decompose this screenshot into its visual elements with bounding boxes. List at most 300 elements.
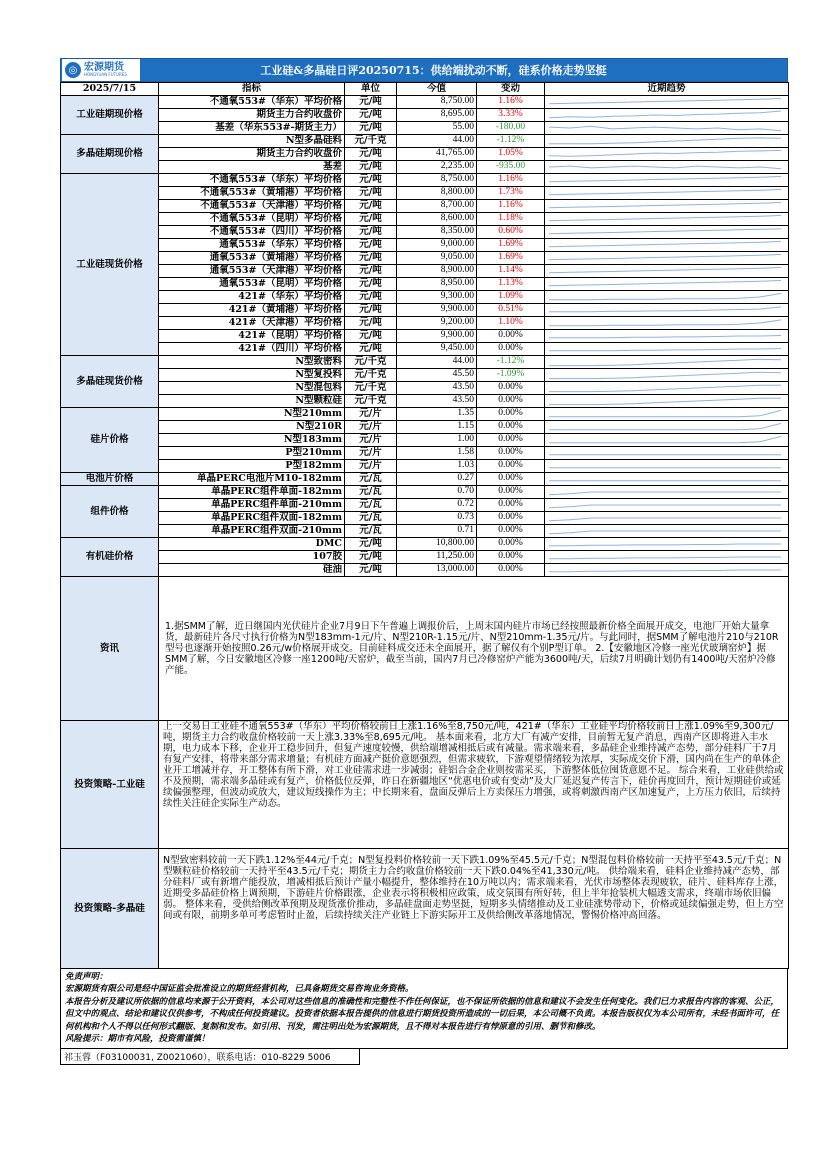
unit-cell: 元/吨 [345, 186, 397, 199]
change-cell: 1.69% [477, 238, 545, 251]
value-cell: 10,800.00 [397, 537, 477, 550]
change-cell: 3.33% [477, 108, 545, 121]
sparkline-cell [545, 446, 789, 459]
table-row [61, 368, 789, 381]
sparkline-chart [545, 369, 787, 381]
unit-cell: 元/吨 [345, 147, 397, 160]
sparkline-cell [545, 485, 789, 498]
sparkline-chart [545, 382, 787, 394]
change-cell: 0.00% [477, 407, 545, 420]
table-row [61, 511, 789, 524]
category-cell: 有机硅价格 [61, 537, 159, 576]
sparkline-cell [545, 433, 789, 446]
change-cell: 0.00% [477, 342, 545, 355]
sparkline-cell [545, 277, 789, 290]
sparkline-chart [545, 174, 787, 186]
sparkline-chart [545, 213, 787, 225]
table-row [61, 264, 789, 277]
value-header: 今值 [397, 83, 477, 96]
indicator-cell: 基差 [159, 160, 345, 173]
table-row [61, 173, 789, 186]
strategy-poly-row [61, 848, 789, 968]
unit-cell: 元/吨 [345, 277, 397, 290]
unit-cell: 元/吨 [345, 316, 397, 329]
change-cell: 0.00% [477, 511, 545, 524]
sparkline-cell [545, 342, 789, 355]
change-cell: 0.00% [477, 394, 545, 407]
sparkline-cell [545, 303, 789, 316]
value-cell: 0.73 [397, 511, 477, 524]
change-cell: 1.05% [477, 147, 545, 160]
indicator-cell: 基差（华东553#-期货主力） [159, 121, 345, 134]
sparkline-chart [545, 343, 787, 355]
table-row [61, 225, 789, 238]
change-cell: 1.16% [477, 95, 545, 108]
change-cell: 1.16% [477, 199, 545, 212]
change-cell: 0.00% [477, 329, 545, 342]
indicator-cell: N型颗粒硅 [159, 394, 345, 407]
value-cell: 0.27 [397, 472, 477, 485]
unit-cell: 元/吨 [345, 225, 397, 238]
change-cell: 1.69% [477, 251, 545, 264]
sparkline-cell [545, 173, 789, 186]
sparkline-line [549, 410, 781, 416]
sparkline-cell [545, 550, 789, 563]
sparkline-chart [545, 317, 787, 329]
value-cell: 8,695.00 [397, 108, 477, 121]
table-row [61, 394, 789, 407]
value-cell: 0.71 [397, 524, 477, 537]
change-cell: 1.10% [477, 316, 545, 329]
sparkline-line [549, 372, 781, 378]
change-cell: 0.00% [477, 472, 545, 485]
sparkline-cell [545, 563, 789, 576]
sparkline-line [549, 570, 781, 572]
indicator-cell: 421#（黄埔港）平均价格 [159, 303, 345, 316]
sparkline-chart [545, 486, 787, 498]
table-row [61, 485, 789, 498]
sparkline-chart [545, 447, 787, 459]
value-cell: 8,800.00 [397, 186, 477, 199]
table-row [61, 446, 789, 459]
sparkline-cell [545, 160, 789, 173]
indicator-cell: 硅油 [159, 563, 345, 576]
unit-cell: 元/吨 [345, 550, 397, 563]
strategy-si-text: 上一交易日工业硅不通氧553#（华东）平均价格较前日上涨1.16%至8,750元/吨，421#（华东）工业硅平均价格较前日上涨1.09%至9,300元/吨，期货主力合约收盘价格较前一天上涨3.33%至8,695元/吨。 基本面来看，北方大厂有减产安排，目前暂无复产消息，西南产区即将进入丰水期，电力成本下移，企业开工稳步回升，但复产速度较慢，供给端增减相抵后或有减量。需求端来看，多晶硅企业维持减产态势，部分硅料厂于7月有复产安排，将带来部分需求增量；有机硅方面减产挺价意愿强烈，但需求疲软，下游观望情绪较为浓厚，实际成交价下滑，国内尚在生产的单体企业开工增减并存，开工整体有所下滑，对工业硅需求进一步减弱；硅铝合金企业则按需采买，下游整体低位囤货意愿不足。 综合来看，工业硅供给或不及预期，需求端多晶硅或有复产，价格低位反弹，昨日在新疆地区“优惠电价或有变动”及大厂延迟复产传言下，硅价再度回升，预计短期硅价或延续偏强整理，但波动或放大，建议短线操作为主；中长期来看，盘面反弹后上方卖保压力增强，或将刺激西南产区加速复产，上方压力依旧，后续持续性关注硅企实际生产动态。 [159, 720, 789, 848]
change-cell: 0.00% [477, 459, 545, 472]
indicator-cell: 不通氧553#（天津港）平均价格 [159, 199, 345, 212]
value-cell: 9,200.00 [397, 316, 477, 329]
value-cell: 43.50 [397, 394, 477, 407]
table-row [61, 121, 789, 134]
indicator-cell: 期货主力合约收盘价 [159, 108, 345, 121]
sparkline-line [549, 306, 781, 311]
change-cell: 0.00% [477, 563, 545, 576]
sparkline-cell [545, 147, 789, 160]
sparkline-line [549, 359, 781, 365]
value-cell: 1.58 [397, 446, 477, 459]
indicator-cell: 421#（昆明）平均价格 [159, 329, 345, 342]
value-cell: 43.50 [397, 381, 477, 394]
indicator-cell: N型复投料 [159, 368, 345, 381]
table-row [61, 550, 789, 563]
value-cell: 45.50 [397, 368, 477, 381]
indicator-cell: 不通氧553#（昆明）平均价格 [159, 212, 345, 225]
sparkline-chart [545, 200, 787, 212]
report-title: 工业硅&多晶硅日评20250715：供给端扰动不断，硅系价格走势坚挺 [260, 64, 607, 77]
change-cell: 0.00% [477, 524, 545, 537]
sparkline-chart [545, 330, 787, 342]
indicator-cell: 421#（天津港）平均价格 [159, 316, 345, 329]
sparkline-line [549, 398, 781, 404]
analyst-contact: 祁玉蓉（F03100031, Z0021060），联系电话：010-8229 5006 [60, 1049, 360, 1065]
indicator-cell: 期货主力合约收盘价 [159, 147, 345, 160]
sparkline-cell [545, 290, 789, 303]
value-cell: 9,300.00 [397, 290, 477, 303]
value-cell: 1.03 [397, 459, 477, 472]
sparkline-chart [545, 421, 787, 433]
sparkline-line [549, 202, 781, 207]
sparkline-line [549, 137, 781, 143]
unit-cell: 元/吨 [345, 173, 397, 186]
indicator-cell: 单晶PERC组件单面-182mm [159, 485, 345, 498]
unit-cell: 元/吨 [345, 251, 397, 264]
sparkline-chart [545, 239, 787, 251]
sparkline-line [549, 215, 781, 220]
value-cell: 8,600.00 [397, 212, 477, 225]
change-cell: 1.13% [477, 277, 545, 290]
sparkline-line [549, 176, 781, 181]
indicator-cell: N型210R [159, 420, 345, 433]
unit-cell: 元/千克 [345, 394, 397, 407]
sparkline-chart [545, 538, 787, 550]
sparkline-chart [545, 434, 787, 446]
sparkline-cell [545, 537, 789, 550]
sparkline-line [549, 254, 781, 259]
change-cell: -180.00 [477, 121, 545, 134]
value-cell: 2,235.00 [397, 160, 477, 173]
sparkline-cell [545, 368, 789, 381]
sparkline-line [549, 241, 781, 246]
table-row [61, 147, 789, 160]
table-row [61, 251, 789, 264]
unit-cell: 元/吨 [345, 212, 397, 225]
indicator-cell: 通氧553#（天津港）平均价格 [159, 264, 345, 277]
unit-cell: 元/吨 [345, 303, 397, 316]
indicator-cell: 单晶PERC组件双面-210mm [159, 524, 345, 537]
price-table [60, 82, 789, 969]
sparkline-chart [545, 96, 787, 108]
logo-cn: 宏源期货 [84, 62, 124, 73]
indicator-cell: 通氧553#（华东）平均价格 [159, 238, 345, 251]
unit-cell: 元/千克 [345, 134, 397, 147]
sparkline-chart [545, 564, 787, 576]
table-row [61, 433, 789, 446]
sparkline-line [549, 423, 781, 429]
strategy-si-label: 投资策略-工业硅 [61, 720, 159, 848]
sparkline-line [549, 228, 781, 233]
value-cell: 0.70 [397, 485, 477, 498]
category-cell: 组件价格 [61, 485, 159, 537]
sparkline-line [549, 267, 781, 272]
sparkline-chart [545, 265, 787, 277]
sparkline-cell [545, 134, 789, 147]
unit-cell: 元/吨 [345, 160, 397, 173]
unit-cell: 元/吨 [345, 108, 397, 121]
sparkline-cell [545, 420, 789, 433]
unit-cell: 元/吨 [345, 199, 397, 212]
unit-cell: 元/吨 [345, 264, 397, 277]
sparkline-chart [545, 148, 787, 160]
change-cell: 0.60% [477, 225, 545, 238]
value-cell: 44.00 [397, 134, 477, 147]
sparkline-chart [545, 135, 787, 147]
value-cell: 8,950.00 [397, 277, 477, 290]
sparkline-line [549, 492, 781, 495]
change-cell: 1.09% [477, 290, 545, 303]
indicator-cell: 不通氧553#（四川）平均价格 [159, 225, 345, 238]
sparkline-cell [545, 524, 789, 537]
change-cell: 0.00% [477, 381, 545, 394]
sparkline-line [549, 319, 781, 325]
table-row [61, 134, 789, 147]
change-cell: -1.12% [477, 355, 545, 368]
indicator-cell: 421#（华东）平均价格 [159, 290, 345, 303]
change-cell: -1.12% [477, 134, 545, 147]
sparkline-line [549, 293, 781, 299]
sparkline-chart [545, 304, 787, 316]
sparkline-chart [545, 291, 787, 303]
logo-mark-icon: ◎ [65, 62, 81, 78]
sparkline-cell [545, 264, 789, 277]
sparkline-cell [545, 381, 789, 394]
change-cell: 1.73% [477, 186, 545, 199]
report-page [60, 58, 788, 1065]
table-row [61, 303, 789, 316]
sparkline-cell [545, 225, 789, 238]
value-cell: 1.00 [397, 433, 477, 446]
sparkline-line [549, 280, 781, 285]
table-row [61, 355, 789, 368]
category-cell: 硅片价格 [61, 407, 159, 472]
change-cell: -935.00 [477, 160, 545, 173]
indicator-cell: 单晶PERC电池片M10-182mm [159, 472, 345, 485]
unit-cell: 元/吨 [345, 329, 397, 342]
sparkline-chart [545, 525, 787, 537]
sparkline-cell [545, 394, 789, 407]
value-cell: 9,900.00 [397, 329, 477, 342]
unit-cell: 元/瓦 [345, 511, 397, 524]
table-row [61, 537, 789, 550]
sparkline-chart [545, 499, 787, 511]
news-label: 资讯 [61, 576, 159, 720]
sparkline-cell [545, 316, 789, 329]
sparkline-chart [545, 278, 787, 290]
sparkline-line [549, 385, 781, 391]
value-cell: 8,700.00 [397, 199, 477, 212]
table-row [61, 407, 789, 420]
unit-cell: 元/瓦 [345, 485, 397, 498]
indicator-cell: DMC [159, 537, 345, 550]
sparkline-line [549, 436, 781, 442]
sparkline-cell [545, 199, 789, 212]
unit-cell: 元/吨 [345, 95, 397, 108]
change-cell: 1.18% [477, 212, 545, 225]
table-body [61, 95, 789, 576]
sparkline-line [549, 531, 781, 534]
unit-cell: 元/吨 [345, 238, 397, 251]
value-cell: 9,900.00 [397, 303, 477, 316]
unit-cell: 元/吨 [345, 342, 397, 355]
trend-header: 近期趋势 [545, 83, 789, 96]
sparkline-line [549, 126, 781, 131]
table-row [61, 420, 789, 433]
change-cell: 0.00% [477, 498, 545, 511]
indicator-cell: 单晶PERC组件单面-210mm [159, 498, 345, 511]
company-logo [62, 59, 140, 81]
sparkline-cell [545, 108, 789, 121]
indicator-cell: N型致密料 [159, 355, 345, 368]
table-row [61, 212, 789, 225]
unit-cell: 元/千克 [345, 368, 397, 381]
unit-cell: 元/片 [345, 459, 397, 472]
sparkline-chart [545, 408, 787, 420]
indicator-cell: P型182mm [159, 459, 345, 472]
sparkline-chart [545, 460, 787, 472]
sparkline-chart [545, 473, 787, 485]
sparkline-line [549, 111, 781, 118]
value-cell: 8,750.00 [397, 173, 477, 186]
sparkline-line [549, 166, 781, 169]
sparkline-line [549, 189, 781, 194]
value-cell: 9,050.00 [397, 251, 477, 264]
change-cell: 1.16% [477, 173, 545, 186]
sparkline-line [549, 518, 781, 521]
table-row [61, 342, 789, 355]
change-cell: 0.51% [477, 303, 545, 316]
indicator-cell: 通氧553#（昆明）平均价格 [159, 277, 345, 290]
sparkline-chart [545, 551, 787, 563]
value-cell: 1.35 [397, 407, 477, 420]
sparkline-cell [545, 472, 789, 485]
value-cell: 13,000.00 [397, 563, 477, 576]
indicator-cell: 单晶PERC组件双面-182mm [159, 511, 345, 524]
sparkline-cell [545, 95, 789, 108]
unit-cell: 元/千克 [345, 381, 397, 394]
logo-en: HONGYUAN FUTURES [84, 72, 127, 77]
sparkline-cell [545, 212, 789, 225]
news-text: 1.据SMM了解，近日继国内光伏硅片企业7月9日下午普遍上调报价后，上周末国内硅片市场已经按照最新价格全面展开成交，电池厂开始大量拿货，最新硅片各尺寸执行价格为N型183mm-1元/片、N型210R-1.15元/片、N型210mm-1.35元/片。与此同时，据SMM了解电池片210与210R型号也逐渐开始按照0.26元/w价格展开成交。目前硅料成交还未全面展开，据了解仅有个别P型订单。 2.【安徽地区冷修一座光伏玻璃窑炉】据SMM了解，今日安徽地区冷修一座1200吨/天窑炉，截至当前，国内7月已冷修窑炉产能为3600吨/天，后续7月明确计划仍有1400吨/天窑炉冷修产能。 [159, 576, 789, 720]
sparkline-cell [545, 251, 789, 264]
value-cell: 8,750.00 [397, 95, 477, 108]
table-row [61, 277, 789, 290]
indicator-cell: 不通氧553#（华东）平均价格 [159, 173, 345, 186]
category-cell: 工业硅期现价格 [61, 95, 159, 134]
unit-cell: 元/片 [345, 407, 397, 420]
sparkline-line [549, 335, 781, 337]
indicator-cell: N型多晶硅料 [159, 134, 345, 147]
change-cell: 0.00% [477, 446, 545, 459]
indicator-cell: 通氧553#（黄埔港）平均价格 [159, 251, 345, 264]
change-cell: -1.09% [477, 368, 545, 381]
sparkline-cell [545, 407, 789, 420]
indicator-cell: 不通氧553#（华东）平均价格 [159, 95, 345, 108]
table-row [61, 498, 789, 511]
sparkline-cell [545, 355, 789, 368]
change-cell: 0.00% [477, 433, 545, 446]
unit-cell: 元/瓦 [345, 472, 397, 485]
sparkline-cell [545, 238, 789, 251]
unit-cell: 元/片 [345, 433, 397, 446]
value-cell: 9,450.00 [397, 342, 477, 355]
change-header: 变动 [477, 83, 545, 96]
table-row [61, 95, 789, 108]
sparkline-line [549, 98, 781, 103]
value-cell: 0.72 [397, 498, 477, 511]
sparkline-line [549, 505, 781, 508]
sparkline-cell [545, 121, 789, 134]
unit-cell: 元/片 [345, 446, 397, 459]
unit-cell: 元/片 [345, 420, 397, 433]
unit-cell: 元/吨 [345, 121, 397, 134]
change-cell: 0.00% [477, 485, 545, 498]
sparkline-chart [545, 161, 787, 173]
value-cell: 8,350.00 [397, 225, 477, 238]
table-row [61, 524, 789, 537]
sparkline-chart [545, 109, 787, 121]
table-row [61, 186, 789, 199]
sparkline-chart [545, 122, 787, 134]
table-row [61, 316, 789, 329]
sparkline-chart [545, 395, 787, 407]
sparkline-line [549, 557, 781, 559]
date-header: 2025/7/15 [61, 83, 159, 96]
strategy-si-row [61, 720, 789, 848]
indicator-cell: 不通氧553#（黄埔港）平均价格 [159, 186, 345, 199]
sparkline-line [549, 544, 781, 546]
table-row [61, 290, 789, 303]
sparkline-chart [545, 252, 787, 264]
indicator-cell: N型210mm [159, 407, 345, 420]
value-cell: 55.00 [397, 121, 477, 134]
unit-header: 单位 [345, 83, 397, 96]
value-cell: 44.00 [397, 355, 477, 368]
table-row [61, 238, 789, 251]
unit-cell: 元/千克 [345, 355, 397, 368]
value-cell: 9,000.00 [397, 238, 477, 251]
table-row [61, 563, 789, 576]
unit-cell: 元/瓦 [345, 498, 397, 511]
category-cell: 工业硅现货价格 [61, 173, 159, 355]
table-row [61, 472, 789, 485]
table-row [61, 108, 789, 121]
value-cell: 1.15 [397, 420, 477, 433]
category-cell: 电池片价格 [61, 472, 159, 485]
indicator-header: 指标 [159, 83, 345, 96]
change-cell: 0.00% [477, 550, 545, 563]
indicator-cell: P型210mm [159, 446, 345, 459]
table-row [61, 160, 789, 173]
change-cell: 0.00% [477, 537, 545, 550]
sparkline-cell [545, 186, 789, 199]
unit-cell: 元/吨 [345, 290, 397, 303]
sparkline-cell [545, 329, 789, 342]
category-cell: 多晶硅期现价格 [61, 134, 159, 173]
table-row [61, 329, 789, 342]
unit-cell: 元/吨 [345, 537, 397, 550]
category-cell: 多晶硅现货价格 [61, 355, 159, 407]
sparkline-cell [545, 498, 789, 511]
